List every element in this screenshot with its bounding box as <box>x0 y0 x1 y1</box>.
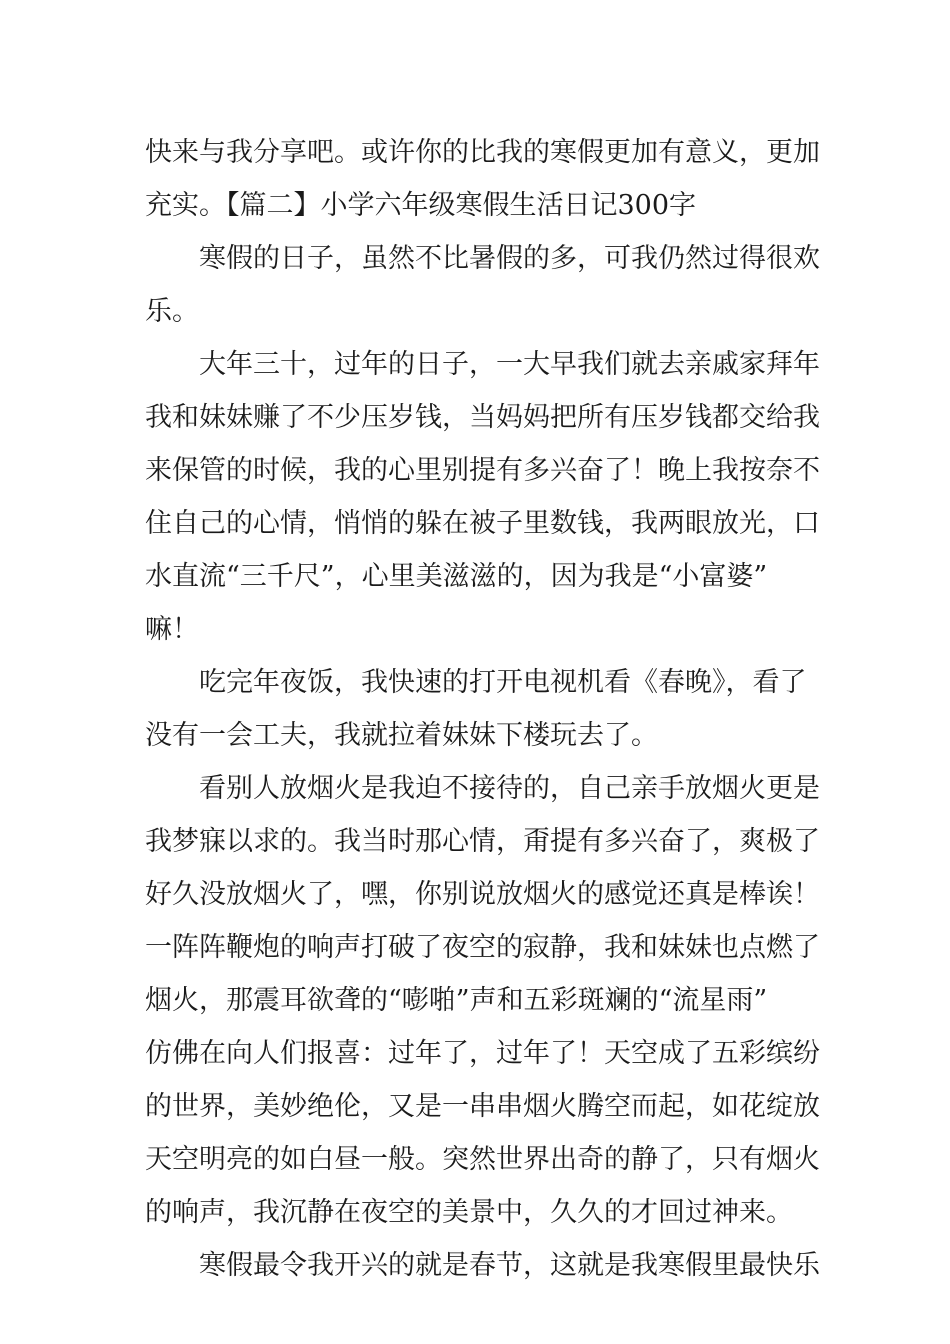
text-line: 快来与我分享吧。或许你的比我的寒假更加有意义，更加 <box>145 137 820 168</box>
text-line: 的响声，我沉静在夜空的美景中，久久的才回过神来。 <box>145 1197 793 1228</box>
text-line: 好久没放烟火了，嘿，你别说放烟火的感觉还真是棒诶！ <box>145 879 820 910</box>
text-line: 没有一会工夫，我就拉着妹妹下楼玩去了。 <box>145 720 658 751</box>
paragraph-first-line: 看别人放烟火是我迫不接待的，自己亲手放烟火更是 <box>199 773 820 804</box>
text-line: 天空明亮的如白昼一般。突然世界出奇的静了，只有烟火 <box>145 1144 820 1175</box>
text-line: 乐。 <box>145 296 199 327</box>
text-line: 来保管的时候，我的心里别提有多兴奋了！晚上我按奈不 <box>145 455 820 486</box>
text-line: 水直流“三千尺”，心里美滋滋的，因为我是“小富婆” <box>145 561 768 592</box>
paragraph-first-line: 寒假的日子，虽然不比暑假的多，可我仍然过得很欢 <box>199 243 820 274</box>
paragraph-first-line: 大年三十，过年的日子，一大早我们就去亲戚家拜年 <box>199 349 820 380</box>
text-line: 一阵阵鞭炮的响声打破了夜空的寂静，我和妹妹也点燃了 <box>145 932 820 963</box>
text-line: 充实。【篇二】小学六年级寒假生活日记300字 <box>145 190 697 221</box>
text-line: 仿佛在向人们报喜：过年了，过年了！天空成了五彩缤纷 <box>145 1038 820 1069</box>
paragraph-first-line: 寒假最令我开兴的就是春节，这就是我寒假里最快乐 <box>199 1250 820 1281</box>
text-line: 我和妹妹赚了不少压岁钱，当妈妈把所有压岁钱都交给我 <box>145 402 820 433</box>
document-body <box>145 126 820 1292</box>
text-line: 我梦寐以求的。我当时那心情，甭提有多兴奋了，爽极了 <box>145 826 820 857</box>
text-line: 嘛！ <box>145 614 199 645</box>
text-line: 烟火，那震耳欲聋的“嘭啪”声和五彩斑斓的“流星雨” <box>145 985 768 1016</box>
text-line: 的世界，美妙绝伦，又是一串串烟火腾空而起，如花绽放 <box>145 1091 820 1122</box>
text-line: 住自己的心情，悄悄的躲在被子里数钱，我两眼放光，口 <box>145 508 820 539</box>
paragraph-first-line: 吃完年夜饭，我快速的打开电视机看《春晚》，看了 <box>199 667 807 698</box>
